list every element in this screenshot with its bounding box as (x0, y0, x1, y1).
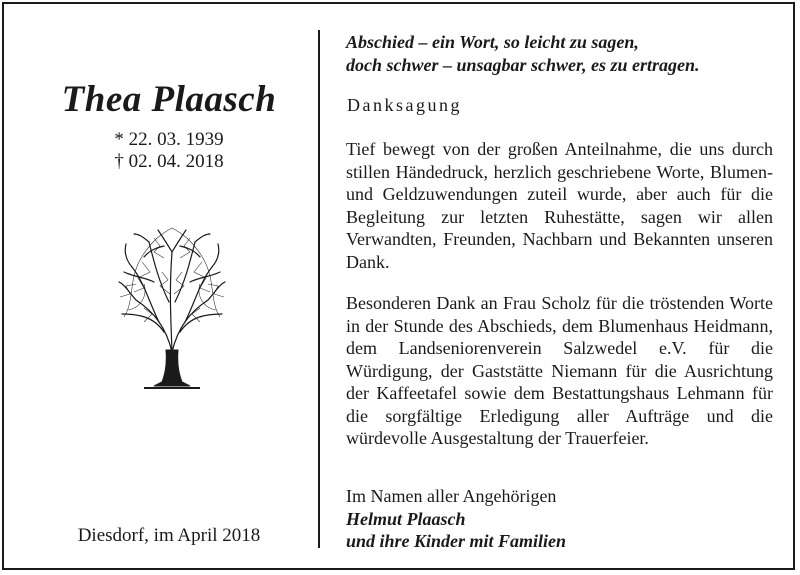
birth-date: * 22. 03. 1939 (114, 129, 224, 150)
life-dates (4, 129, 334, 173)
deceased-name: Thea Plaasch (61, 79, 277, 120)
thanks-paragraph-1: Tief bewegt von der großen Anteilnahme, die uns durch stillen Händedruck, herzlich geschriebene Worte, Blumen- und Geldzuwendungen zuteil wurde, aber auch für die Begleitung zur letzten Ruhestätte, sagen wir allen Verwandten, Freunden, Nachbarn und Bekannten unseren Dank. (346, 139, 773, 272)
thanks-paragraph-2: Besonderen Dank an Frau Scholz für die tröstenden Worte in der Stunde des Abschieds, dem Blumenhaus Heidmann, dem Landseniorenverein Salzwedel e.V. für die Würdigung, der Gaststätte Niemann für die Ausrichtung der Kaffeetafel sowie dem Bestattungshaus Lehmann für die sorgfältige Erledigung aller Aufträge und die würdevolle Ausgestaltung der Trauerfeier. (346, 293, 773, 448)
farewell-verse (346, 31, 786, 77)
thanks-heading: Danksagung (347, 95, 462, 115)
signer-family: und ihre Kinder mit Familien (346, 531, 567, 551)
closing-block (346, 485, 786, 553)
closing-line: Im Namen aller Angehörigen (346, 486, 557, 506)
death-date: † 02. 04. 2018 (114, 151, 224, 172)
place-and-date: Diesdorf, im April 2018 (77, 525, 261, 546)
obituary-frame (2, 2, 795, 570)
verse-line-1: Abschied – ein Wort, so leicht zu sagen, (346, 32, 639, 52)
vertical-divider (318, 30, 320, 548)
tree-icon (114, 222, 230, 392)
signer-name: Helmut Plaasch (346, 508, 466, 529)
verse-line-2: doch schwer – unsagbar schwer, es zu ertragen. (346, 55, 700, 75)
